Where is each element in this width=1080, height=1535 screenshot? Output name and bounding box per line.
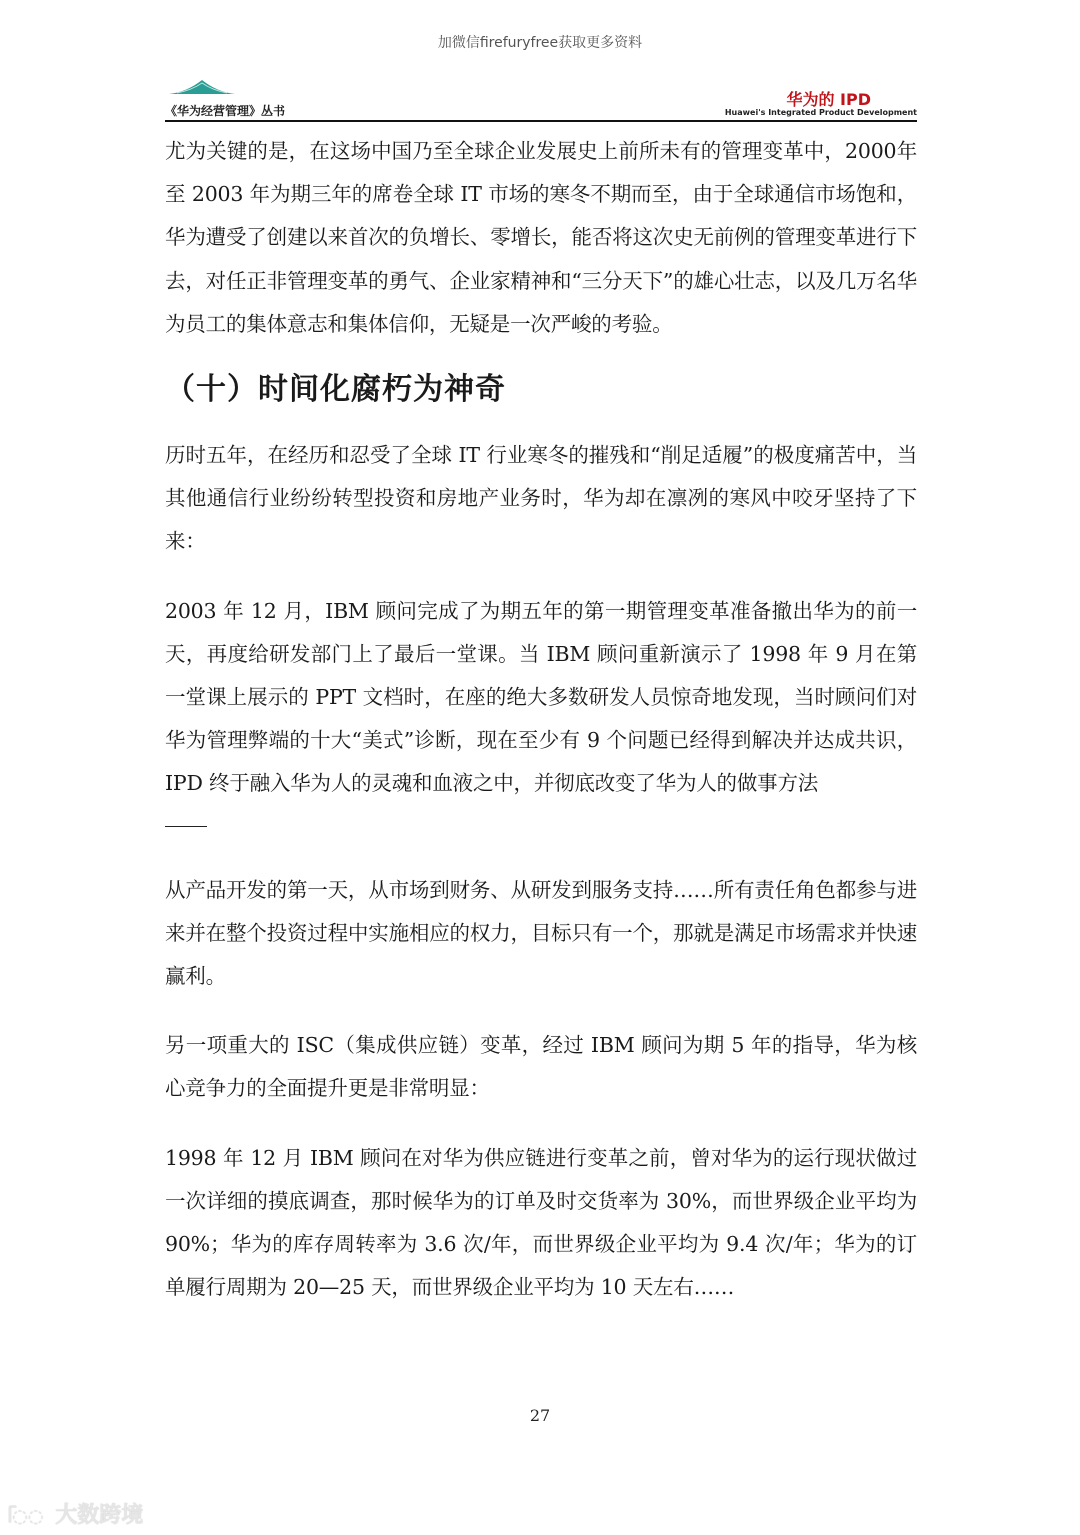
paragraph: 从产品开发的第一天，从市场到财务、从研发到服务支持……所有责任角色都参与进来并在整个投资过程中实施相应的权力，目标只有一个，那就是满足市场需求并快速赢利。 — [165, 877, 917, 989]
paragraph-gap — [165, 1111, 917, 1137]
paragraph: 另一项重大的 ISC（集成供应链）变革，经过 IBM 顾问为期 5 年的指导，华为核心竞争力的全面提升更是非常明显： — [165, 1033, 917, 1101]
paragraph: 2003 年 12 月，IBM 顾问完成了为期五年的第一期管理变革准备撤出华为的前一天，再度给研发部门上了最后一堂课。当 IBM 顾问重新演示了 1998 年 9 月在第一堂课上展示的 PPT 文档时，在座的绝大多数研发人员惊奇地发现，当时顾问们对华为管理弊端的十大“美式”诊断，现在至少有 9 个问题已经得到解决并达成共识，IPD 终于融入华为人的灵魂和血液之中，并彻底改变了华为人的做事方法 — [165, 598, 917, 796]
top-watermark: 加微信firefuryfree获取更多资料 — [437, 35, 643, 51]
mountain-logo-icon — [167, 78, 237, 96]
section-heading: （十）时间化腐朽为神奇 — [165, 372, 506, 408]
paragraph-gap — [165, 998, 917, 1024]
ico-logo-icon: ᥬ◌◌ — [8, 1506, 44, 1527]
header-divider — [165, 120, 917, 122]
series-title: 《华为经营管理》丛书 — [165, 104, 286, 118]
bottom-watermark — [8, 1498, 143, 1529]
paragraph-gap — [165, 564, 917, 590]
paragraph: 尤为关键的是，在这场中国乃至全球企业发展史上前所未有的管理变革中，2000年至 2003 年为期三年的席卷全球 IT 市场的寒冬不期而至，由于全球通信市场饱和，华为遭受了创建以来首次的负增长、零增长，能否将这次史无前例的管理变革进行下去，对任正非管理变革的勇气、企业家精神和“三分天下”的雄心壮志，以及几万名华为员工的集体意志和集体信仰，无疑是一次严峻的考验。 — [165, 139, 917, 336]
em-dash-line — [165, 826, 207, 827]
book-subtitle: Huawei's Integrated Product Development — [724, 108, 917, 117]
page-number: 27 — [529, 1406, 551, 1425]
bottom-watermark-text: 大数跨境 — [55, 1503, 144, 1528]
page-body — [165, 130, 917, 1309]
page-header — [165, 78, 917, 122]
paragraph: 历时五年，在经历和忍受了全球 IT 行业寒冬的摧残和“削足适履”的极度痛苦中，当其他通信行业纷纷转型投资和房地产业务时，华为却在凛冽的寒风中咬牙坚持了下来： — [165, 443, 917, 554]
paragraph: 1998 年 12 月 IBM 顾问在对华为供应链进行变革之前，曾对华为的运行现状做过一次详细的摸底调查，那时候华为的订单及时交货率为 30%，而世界级企业平均为 90%；华为的库存周转率为 3.6 次/年，而世界级企业平均为 9.4 次/年；华为的订单履行周期为 20—25 天，而世界级企业平均为 10 天左右…… — [165, 1145, 917, 1300]
book-title: 华为的 IPD — [786, 90, 871, 109]
